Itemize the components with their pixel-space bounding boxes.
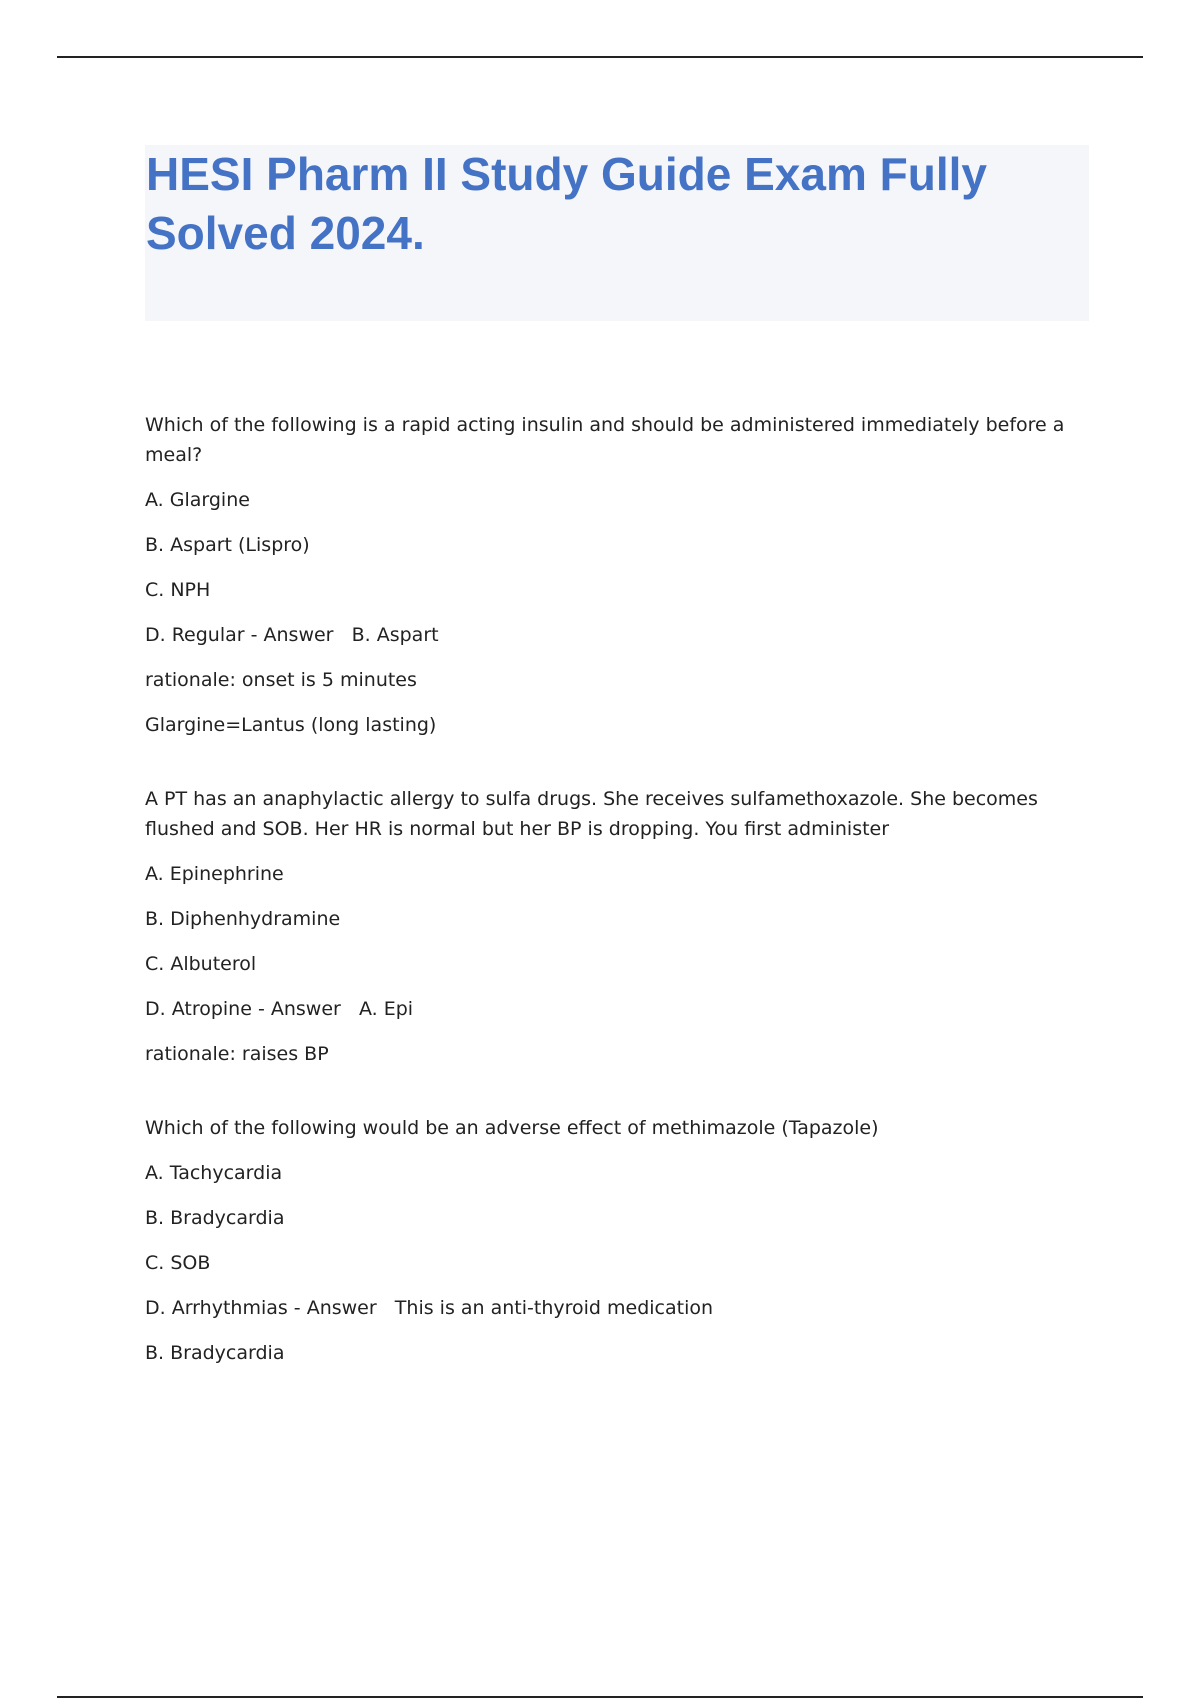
answer-option: B. Bradycardia [145,1207,285,1229]
question-block [145,410,1105,740]
question-block [145,1113,1105,1368]
answer-line: B. Bradycardia [145,1342,285,1364]
question-text: Which of the following would be an adverse effect of methimazole (Tapazole) [145,1117,879,1139]
answer-option: B. Aspart (Lispro) [145,534,310,556]
questions-section [145,410,1105,1412]
rationale-line: rationale: onset is 5 minutes [145,669,417,691]
rationale-line: Glargine=Lantus (long lasting) [145,714,437,736]
answer-option: A. Tachycardia [145,1162,283,1184]
answer-option: A. Glargine [145,489,250,511]
answer-option: C. NPH [145,579,211,601]
title-banner [145,145,1089,321]
question-text: Which of the following is a rapid acting insulin and should be administered immediately before a meal? [145,414,1065,466]
bottom-rule [57,1696,1143,1698]
answer-option: D. Arrhythmias - Answer This is an anti-thyroid medication [145,1297,714,1319]
answer-option: C. SOB [145,1252,211,1274]
answer-option: D. Regular - Answer B. Aspart [145,624,439,646]
document-title: HESI Pharm II Study Guide Exam Fully Solved 2024. [146,148,987,259]
top-rule [57,56,1143,58]
answer-option: B. Diphenhydramine [145,908,341,930]
answer-option: D. Atropine - Answer A. Epi [145,998,414,1020]
answer-option: C. Albuterol [145,953,257,975]
answer-option: A. Epinephrine [145,863,284,885]
question-text: A PT has an anaphylactic allergy to sulfa drugs. She receives sulfamethoxazole. She becomes flushed and SOB. Her HR is normal but her BP is dropping. You first administer [145,788,1038,840]
rationale-line: rationale: raises BP [145,1043,329,1065]
question-block [145,784,1105,1069]
